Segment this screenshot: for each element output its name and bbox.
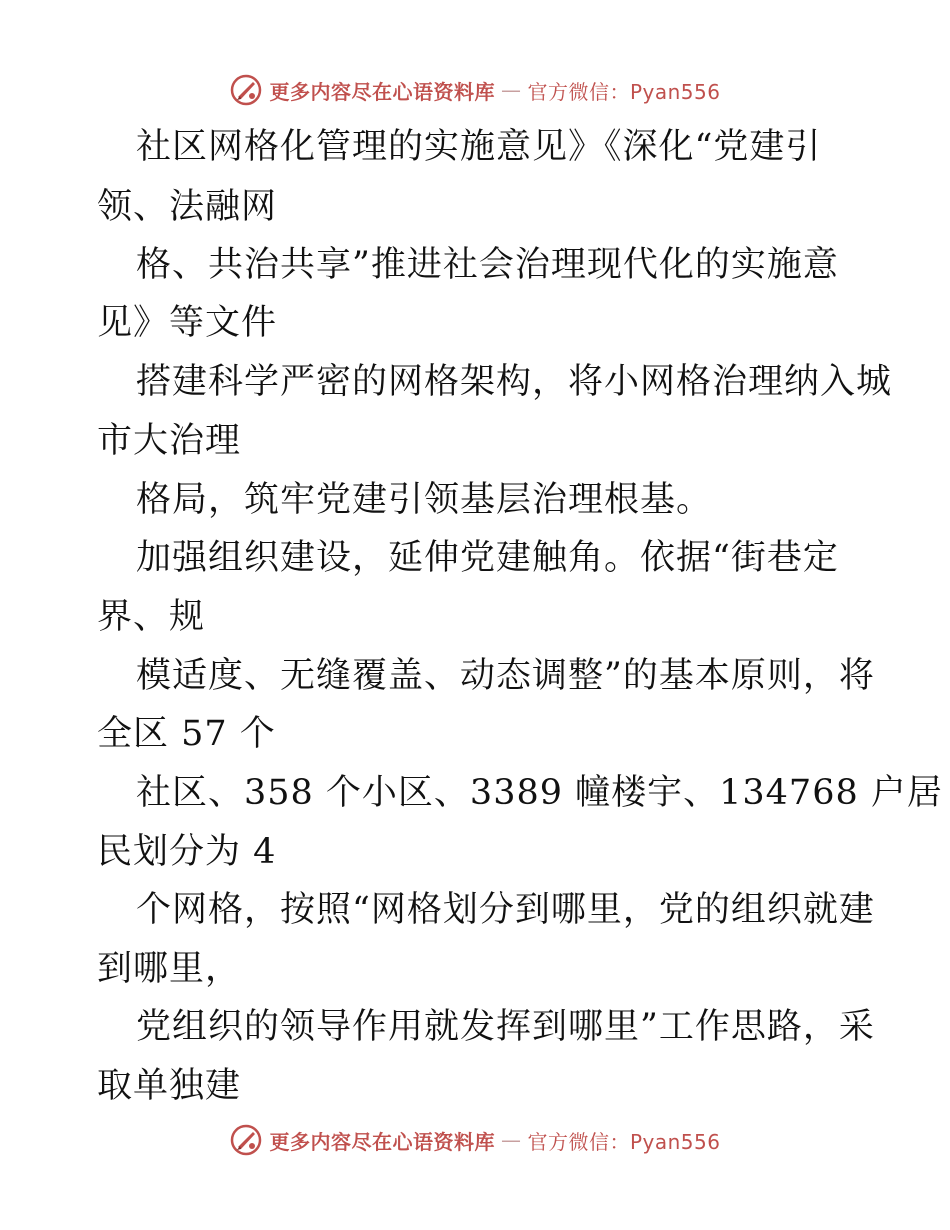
text-line: 到哪里， bbox=[97, 949, 242, 989]
text-line: 领、法融网 bbox=[97, 187, 278, 227]
text-line: 社区网格化管理的实施意见》《深化“党建引 bbox=[136, 127, 822, 167]
text-line: 全区 57 个 bbox=[97, 714, 276, 754]
footer-banner-content bbox=[229, 1123, 720, 1157]
text-line: 格、共治共享”推进社会治理现代化的实施意 bbox=[136, 245, 839, 285]
text-line: 党组织的领导作用就发挥到哪里”工作思路，采 bbox=[136, 1007, 875, 1047]
header-banner bbox=[0, 70, 950, 110]
text-line: 市大治理 bbox=[97, 421, 242, 461]
text-line: 格局，筑牢党建引领基层治理根基。 bbox=[136, 480, 713, 520]
footer-site-name: 更多内容尽在心语资料库 bbox=[269, 1129, 495, 1154]
header-site-name: 更多内容尽在心语资料库 bbox=[269, 79, 495, 104]
text-line: 加强组织建设，延伸党建触角。依据“街巷定 bbox=[136, 538, 839, 578]
footer-wechat: 官方微信：Pyan556 bbox=[527, 1129, 721, 1154]
footer-banner bbox=[0, 1120, 950, 1160]
text-line: 取单独建 bbox=[97, 1066, 242, 1106]
footer-dash: — bbox=[500, 1128, 522, 1152]
text-line: 界、规 bbox=[97, 597, 206, 637]
red-quill-seal-icon bbox=[229, 1123, 263, 1157]
text-line: 社区、358 个小区、3389 幢楼宇、134768 户居 bbox=[136, 773, 943, 813]
header-dash: — bbox=[500, 78, 522, 102]
text-line: 模适度、无缝覆盖、动态调整”的基本原则，将 bbox=[136, 656, 875, 696]
text-line: 民划分为 4 bbox=[97, 832, 277, 872]
header-wechat: 官方微信：Pyan556 bbox=[527, 79, 721, 104]
red-quill-seal-icon bbox=[229, 73, 263, 107]
text-line: 见》等文件 bbox=[97, 303, 278, 343]
header-banner-content bbox=[229, 73, 720, 107]
text-line: 个网格，按照“网格划分到哪里，党的组织就建 bbox=[136, 890, 875, 930]
text-line: 搭建科学严密的网格架构，将小网格治理纳入城 bbox=[136, 362, 893, 402]
